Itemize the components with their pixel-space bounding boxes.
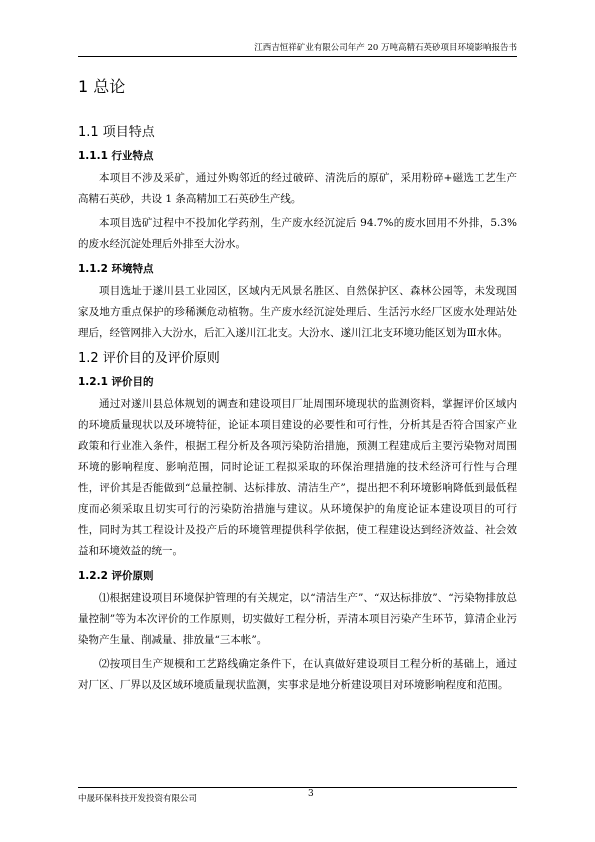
- footer-company: 中晟环保科技开发投资有限公司: [78, 794, 198, 804]
- header-title: 江西吉恒祥矿业有限公司年产 20 万吨高精石英砂项目环境影响报告书: [254, 43, 517, 53]
- chapter-title: 1 总论: [78, 77, 126, 96]
- section-1-1-2-title: 1.1.2 环境特点: [78, 263, 154, 275]
- paragraph: 通过对遂川县总体规划的调查和建设项目厂址周围环境现状的监测资料，掌握评价区域内的环境质量现状以及环境特征，论证本项目建设的必要性和可行性，分析其是否符合国家产业政策和行业准入条件，根据工程分析及各项污染防治措施，预测工程建成后主要污染物对周围环境的影响程度、影响范围，同时论证工程拟采取的环保治理措施的技术经济可行性与合理性，评价其是否能做到“总量控制、达标排放、清洁生产”，提出把不利环境影响降低到最低程度而必须采取且切实可行的污染防治措施与建议。从环境保护的角度论证本建设项目的可行性，同时为其工程设计及投产后的环境管理提供科学依据，使工程建设达到经济效益、社会效益和环境效益的统一。: [78, 398, 517, 557]
- page-footer: [78, 787, 517, 808]
- paragraph: ⑵按项目生产规模和工艺路线确定条件下，在认真做好建设项目工程分析的基础上，通过对厂区、厂界以及区域环境质量现状监测，实事求是地分析建设项目对环境影响程度和范围。: [78, 658, 517, 691]
- section-1-1-1-title: 1.1.1 行业特点: [78, 150, 154, 162]
- paragraph: ⑴根据建设项目环境保护管理的有关规定，以“清洁生产”、“双达标排放”、“污染物排放总量控制”等为本次评价的工作原则，切实做好工程分析，弄清本项目污染产生环节，算清企业污染物产生量、削减量、排放量“三本帐”。: [78, 592, 517, 646]
- paragraph: 本项目选矿过程中不投加化学药剂，生产废水经沉淀后 94.7%的废水回用不外排，5.3%的废水经沉淀处理后外排至大汾水。: [78, 217, 517, 250]
- section-1-2-1-title: 1.2.1 评价目的: [78, 376, 154, 388]
- document-body: [78, 74, 517, 699]
- section-1-2-title: 1.2 评价目的及评价原则: [78, 351, 220, 366]
- paragraph: 项目选址于遂川县工业园区，区域内无风景名胜区、自然保护区、森林公园等，未发现国家及地方重点保护的珍稀濒危动植物。生产废水经沉淀处理后、生活污水经厂区废水处理站处理后，经管网排入大汾水，后汇入遂川江北支。大汾水、遂川江北支环境功能区划为Ⅲ水体。: [78, 285, 517, 339]
- section-1-2-2-title: 1.2.2 评价原则: [78, 570, 154, 582]
- page-header: [78, 36, 517, 57]
- section-1-1-title: 1.1 项目特点: [78, 125, 155, 140]
- paragraph: 本项目不涉及采矿，通过外购邻近的经过破碎、清洗后的原矿，采用粉碎+磁选工艺生产高精石英砂，共设 1 条高精加工石英砂生产线。: [78, 172, 517, 205]
- page-number: 3: [308, 789, 314, 799]
